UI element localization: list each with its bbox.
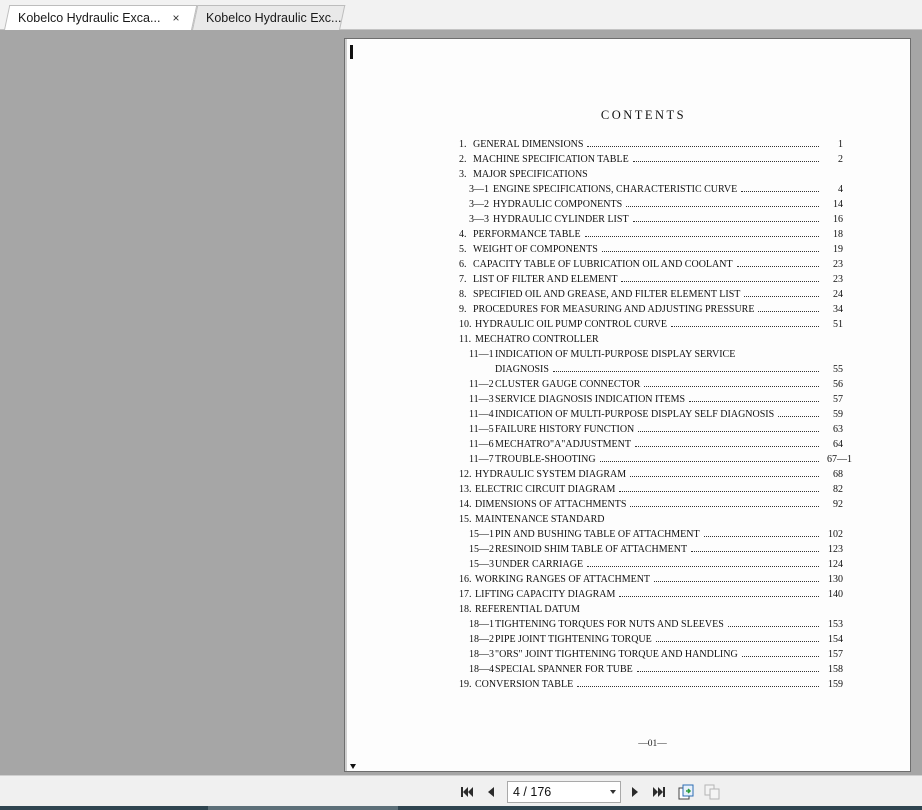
toc-entry-number: 12. [459,469,472,480]
toc-entry[interactable] [345,604,905,618]
toc-entry[interactable] [345,214,905,228]
scan-mark-bottom [350,764,356,769]
toc-leader-dots [656,640,819,642]
toc-entry[interactable] [345,274,905,288]
toc-entry[interactable] [345,619,905,633]
toc-entry-title: LIST OF FILTER AND ELEMENT [473,274,618,285]
toc-entry-number: 15. [459,514,472,525]
toc-leader-dots [691,550,819,552]
toc-leader-dots [778,415,819,417]
toc-leader-dots [602,250,819,252]
toc-entry-number: 13. [459,484,472,495]
toc-entry-title: TROUBLE-SHOOTING [495,454,596,465]
toc-leader-dots [633,160,819,162]
toc-leader-dots [671,325,819,327]
toc-entry-title: REFERENTIAL DATUM [475,604,580,615]
toc-entry-number: 10. [459,319,472,330]
toc-entry-page: 92 [833,499,843,510]
toc-entry-number: 11—3 [469,394,494,405]
toc-leader-dots [619,490,819,492]
toc-entry-number: 18—3 [469,649,494,660]
toc-entry[interactable] [345,199,905,213]
toc-entry-number: 3—3 [469,214,489,225]
toc-entry-number: 11—6 [469,439,494,450]
toc-entry-title: INDICATION OF MULTI-PURPOSE DISPLAY SELF DIAGNOSIS [495,409,775,420]
toc-entry[interactable] [345,184,905,198]
toc-leader-dots [630,505,819,507]
next-page-icon[interactable] [626,783,644,801]
toc-entry-number: 3. [459,169,467,180]
toc-entry[interactable] [345,364,905,378]
toc-entry[interactable] [345,574,905,588]
toc-entry-page: 102 [828,529,843,540]
fit-page-icon[interactable] [677,783,695,801]
toc-entry-page: 14 [833,199,843,210]
toc-entry-title: CLUSTER GAUGE CONNECTOR [495,379,641,390]
toc-entry-number: 8. [459,289,467,300]
toc-entry-page: 63 [833,424,843,435]
toc-entry-title: LIFTING CAPACITY DIAGRAM [475,589,616,600]
toc-entry-page: 19 [833,244,843,255]
toc-entry-number: 7. [459,274,467,285]
toc-entry-title: PROCEDURES FOR MEASURING AND ADJUSTING PRESSURE [473,304,755,315]
toc-entry-title: HYDRAULIC SYSTEM DIAGRAM [475,469,627,480]
toc-entry-page: 34 [833,304,843,315]
contents-title: CONTENTS [600,108,687,122]
toc-entry-title: WEIGHT OF COMPONENTS [473,244,598,255]
toc-entry-page: 57 [833,394,843,405]
toc-entry-page: 16 [833,214,843,225]
toc-entry[interactable] [345,679,905,693]
toc-entry-page: 140 [828,589,843,600]
toc-entry[interactable] [345,634,905,648]
last-page-icon[interactable] [650,783,668,801]
toc-entry-number: 15—3 [469,559,494,570]
toc-entry[interactable] [345,589,905,603]
toc-entry[interactable] [345,139,905,153]
toc-entry-page: 68 [833,469,843,480]
toc-entry-title: MAJOR SPECIFICATIONS [473,169,588,180]
toc-entry-number: 17. [459,589,472,600]
toc-entry-title: PIN AND BUSHING TABLE OF ATTACHMENT [495,529,700,540]
toc-entry-page: 2 [838,154,843,165]
toc-entry-number: 11—1 [469,349,494,360]
copy-page-icon[interactable] [703,783,721,801]
toc-entry[interactable] [345,649,905,663]
toc-entry-title: MECHATRO CONTROLLER [475,334,599,345]
toc-entry-title: CONVERSION TABLE [475,679,574,690]
toc-entry[interactable] [345,319,905,333]
pdf-page [344,38,911,772]
toc-entry[interactable] [345,484,905,498]
toc-entry-title: WORKING RANGES OF ATTACHMENT [475,574,651,585]
toc-entry[interactable] [345,469,905,483]
page-number-footer: —01— [638,739,667,749]
toc-entry-title: UNDER CARRIAGE [495,559,584,570]
toc-entry-number: 18—2 [469,634,494,645]
toc-entry-page: 51 [833,319,843,330]
toc-entry-title: SPECIAL SPANNER FOR TUBE [495,664,633,675]
toc-entry-title: MECHATRO"A"ADJUSTMENT [495,439,631,450]
toc-entry-title: HYDRAULIC COMPONENTS [493,199,623,210]
tab-bar [0,0,922,30]
toc-leader-dots [758,310,819,312]
toc-leader-dots [728,625,819,627]
toc-entry-title: SPECIFIED OIL AND GREASE, AND FILTER ELEMENT LIST [473,289,741,300]
first-page-icon[interactable] [458,783,476,801]
toc-entry[interactable] [345,289,905,303]
toc-entry[interactable] [345,454,905,468]
toc-entry-number: 3—2 [469,199,489,210]
toc-entry-number: 18—1 [469,619,494,630]
toc-entry-page: 130 [828,574,843,585]
toc-entry[interactable] [345,334,905,348]
toc-leader-dots [553,370,819,372]
toc-entry-number: 11—5 [469,424,494,435]
toc-leader-dots [585,235,819,237]
toc-entry-page: 154 [828,634,843,645]
toc-entry-title: SERVICE DIAGNOSIS INDICATION ITEMS [495,394,686,405]
toc-entry-title: GENERAL DIMENSIONS [473,139,584,150]
toc-entry[interactable] [345,394,905,408]
toc-entry[interactable] [345,424,905,438]
toc-entry-title: DIAGNOSIS [495,364,549,375]
toc-entry-title: INDICATION OF MULTI-PURPOSE DISPLAY SERVICE [495,349,736,360]
toc-entry-title: MAINTENANCE STANDARD [475,514,605,525]
tab-document-1[interactable] [4,5,192,30]
toc-entry[interactable] [345,559,905,573]
toc-leader-dots [600,460,819,462]
toc-entry[interactable] [345,349,905,363]
toc-leader-dots [737,265,819,267]
toc-entry-page: 64 [833,439,843,450]
toc-leader-dots [626,205,819,207]
toc-leader-dots [587,565,819,567]
toc-entry-page: 55 [833,364,843,375]
toc-entry-page: 56 [833,379,843,390]
toc-entry-number: 15—2 [469,544,494,555]
toc-entry-page: 157 [828,649,843,660]
toc-entry-number: 11—4 [469,409,494,420]
toc-entry-number: 2. [459,154,467,165]
toc-leader-dots [742,655,819,657]
toc-entry[interactable] [345,439,905,453]
toc-entry-page: 4 [838,184,843,195]
toc-entry-title: TIGHTENING TORQUES FOR NUTS AND SLEEVES [495,619,724,630]
toc-leader-dots [635,445,819,447]
toc-entry[interactable] [345,304,905,318]
toc-entry-number: 5. [459,244,467,255]
toc-entry-title: HYDRAULIC OIL PUMP CONTROL CURVE [475,319,667,330]
toc-entry[interactable] [345,529,905,543]
toc-entry-number: 18—4 [469,664,494,675]
tab-label: Kobelco Hydraulic Exc... [206,10,342,25]
toc-entry-page: 123 [828,544,843,555]
toc-entry-title: PERFORMANCE TABLE [473,229,581,240]
toc-entry[interactable] [345,244,905,258]
scan-mark [350,45,353,59]
toc-leader-dots [587,145,819,147]
toc-entry-number: 3—1 [469,184,489,195]
tab-label: Kobelco Hydraulic Exca... [18,10,161,25]
toc-leader-dots [638,430,819,432]
toc-entry-number: 15—1 [469,529,494,540]
toc-entry-title: MACHINE SPECIFICATION TABLE [473,154,629,165]
toc-leader-dots [744,295,819,297]
toc-entry-title: FAILURE HISTORY FUNCTION [495,424,635,435]
toc-entry-title: CAPACITY TABLE OF LUBRICATION OIL AND COOLANT [473,259,733,270]
toc-entry-page: 153 [828,619,843,630]
toc-entry[interactable] [345,499,905,513]
toc-entry-title: "ORS" JOINT TIGHTENING TORQUE AND HANDLING [495,649,738,660]
toc-entry[interactable] [345,169,905,183]
toc-entry-page: 158 [828,664,843,675]
toc-leader-dots [630,475,819,477]
toc-leader-dots [637,670,819,672]
toc-entry-number: 18. [459,604,472,615]
page-toolbar [0,775,922,806]
toc-entry[interactable] [345,409,905,423]
toc-entry-number: 19. [459,679,472,690]
toc-leader-dots [577,685,819,687]
toc-entry-title: RESINOID SHIM TABLE OF ATTACHMENT [495,544,688,555]
toc-entry-title: PIPE JOINT TIGHTENING TORQUE [495,634,652,645]
toc-entry-title: ELECTRIC CIRCUIT DIAGRAM [475,484,616,495]
toc-entry-page: 24 [833,289,843,300]
chevron-down-icon [610,790,616,794]
toc-entry-page: 18 [833,229,843,240]
toc-entry-page: 23 [833,259,843,270]
toc-entry-number: 4. [459,229,467,240]
toc-entry-page: 1 [838,139,843,150]
page-number-select[interactable] [507,781,621,803]
tab-document-2[interactable] [192,5,340,30]
close-tab-icon[interactable]: × [172,10,180,25]
toc-entry-number: 11. [459,334,472,345]
document-viewer[interactable] [0,31,922,775]
previous-page-icon[interactable] [482,783,500,801]
toc-leader-dots [741,190,819,192]
toc-entry[interactable] [345,154,905,168]
toc-leader-dots [633,220,819,222]
toc-entry-number: 1. [459,139,467,150]
toc-leader-dots [704,535,819,537]
toc-entry-title: HYDRAULIC CYLINDER LIST [493,214,629,225]
toc-leader-dots [621,280,819,282]
toc-leader-dots [619,595,819,597]
toc-entry-number: 14. [459,499,472,510]
toc-entry-number: 9. [459,304,467,315]
toc-entry-page: 59 [833,409,843,420]
toc-entry-number: 11—7 [469,454,494,465]
taskbar-strip [0,806,922,810]
toc-entry-title: ENGINE SPECIFICATIONS, CHARACTERISTIC CURVE [493,184,738,195]
toc-entry[interactable] [345,379,905,393]
toc-entry[interactable] [345,229,905,243]
page-indicator: 4 / 176 [513,785,552,799]
toc-entry[interactable] [345,544,905,558]
toc-entry-page: 82 [833,484,843,495]
toc-entry[interactable] [345,664,905,678]
toc-leader-dots [689,400,819,402]
toc-entry-page: 67—1 [827,454,852,465]
toc-entry-title: DIMENSIONS OF ATTACHMENTS [475,499,627,510]
toc-entry-page: 124 [828,559,843,570]
toc-entry-page: 159 [828,679,843,690]
toc-leader-dots [654,580,819,582]
toc-entry-number: 11—2 [469,379,494,390]
toc-entry[interactable] [345,259,905,273]
toc-entry-page: 23 [833,274,843,285]
toc-leader-dots [644,385,819,387]
toc-entry-number: 6. [459,259,467,270]
toc-entry-number: 16. [459,574,472,585]
toc-entry[interactable] [345,514,905,528]
